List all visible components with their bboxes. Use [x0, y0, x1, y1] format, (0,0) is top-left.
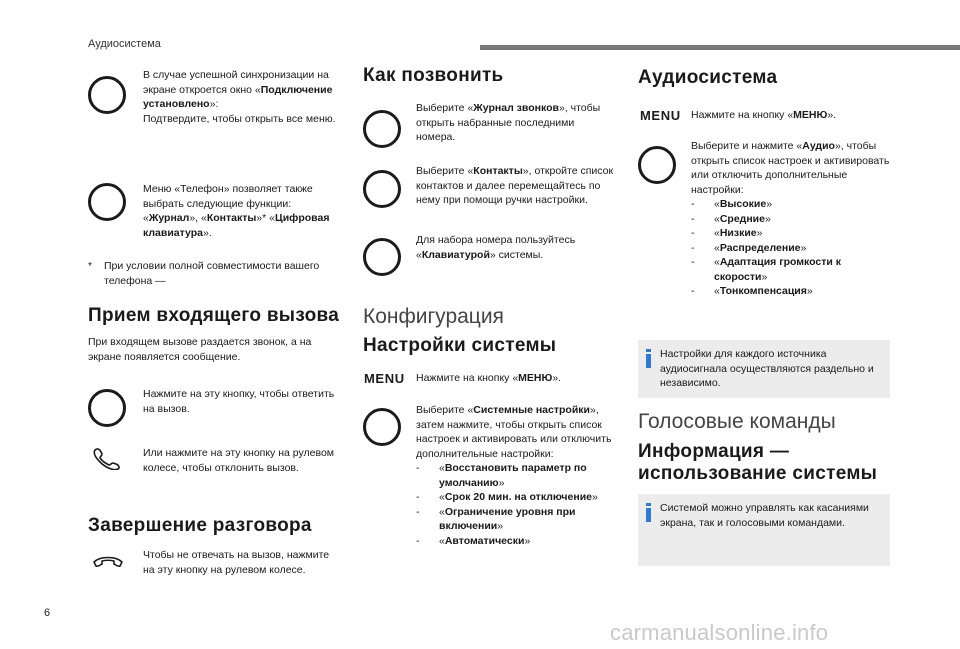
- list-item: - «Адаптация громкости к скорости»: [691, 255, 893, 284]
- reject-call-text: Или нажмите на эту кнопку на рулевом колесе, чтобы отклонить вызов.: [143, 447, 335, 474]
- audio-settings-block: [691, 139, 893, 299]
- list-item: - «Восстановить параметр по умолчанию»: [416, 461, 618, 490]
- voice-info-note: [638, 494, 890, 566]
- footnote-mark: *: [88, 260, 93, 272]
- section-title-voice-commands: Голосовые команды: [638, 410, 836, 433]
- rotary-knob-icon: [88, 76, 126, 114]
- subsection-title-system-settings: Настройки системы: [363, 335, 557, 356]
- call-keypad-text: Для набора номера пользуйтесь «Клавиатурой» системы.: [416, 234, 576, 261]
- section-title-end-call: Завершение разговора: [88, 515, 312, 536]
- audio-settings-options: [691, 197, 893, 299]
- subsection-title-voice-info: Информация — использование системы: [638, 441, 878, 484]
- system-settings-text: Выберите «Системные настройки», затем нажмите, чтобы открыть список настроек и активировать или отключить дополнительные настройки:: [416, 404, 612, 460]
- rotary-knob-icon: [363, 238, 401, 276]
- list-item: - «Ограничение уровня при включении»: [416, 505, 618, 534]
- audio-info-note-text: Настройки для каждого источника аудиосигнала осуществляются раздельно и независимо.: [660, 348, 874, 389]
- info-icon: [646, 503, 652, 522]
- audio-info-note: [638, 340, 890, 398]
- hang-up-icon: [92, 552, 124, 572]
- press-menu-text: Нажмите на кнопку «МЕНЮ».: [416, 372, 562, 384]
- call-contacts-text: Выберите «Контакты», откройте список контактов и далее перемещайтесь по нему при помощи ручки настройки.: [416, 165, 614, 206]
- rotary-knob-icon: [363, 170, 401, 208]
- menu-button-label: MENU: [640, 108, 681, 123]
- end-call-text: Чтобы не отвечать на вызов, нажмите на эту кнопку на рулевом колесе.: [143, 549, 330, 576]
- answer-call-text: Нажмите на эту кнопку, чтобы ответить на вызов.: [143, 388, 335, 415]
- sync-success-text: В случае успешной синхронизации на экране откроется окно «Подключение установлено»: Подтвердите, чтобы открыть все меню.: [143, 69, 336, 125]
- page-number: 6: [44, 607, 51, 619]
- steering-wheel-phone-icon: [92, 446, 124, 470]
- rotary-knob-icon: [88, 183, 126, 221]
- section-title-how-to-call: Как позвонить: [363, 65, 504, 86]
- phone-menu-text: Меню «Телефон» позволяет также выбрать следующие функции: «Журнал», «Контакты»* «Цифровая клавиатура».: [143, 183, 330, 239]
- watermark: carmanualsonline.info: [610, 620, 829, 645]
- system-settings-options: [416, 461, 618, 548]
- list-item: - «Распределение»: [691, 241, 893, 256]
- info-icon: [646, 349, 652, 368]
- page-header-title: Аудиосистема: [88, 38, 161, 50]
- section-title-incoming-call: Прием входящего вызова: [88, 305, 340, 326]
- list-item: - «Срок 20 мин. на отключение»: [416, 490, 618, 505]
- list-item: - «Высокие»: [691, 197, 893, 212]
- rotary-knob-icon: [363, 110, 401, 148]
- section-title-configuration: Конфигурация: [363, 305, 504, 328]
- incoming-call-intro: При входящем вызове раздается звонок, а на экране появляется сообщение.: [88, 336, 312, 363]
- header-rule: [480, 45, 960, 50]
- rotary-knob-icon: [363, 408, 401, 446]
- voice-info-note-text: Системой можно управлять как касаниями экрана, так и голосовыми командами.: [660, 502, 869, 529]
- audio-settings-text: Выберите и нажмите «Аудио», чтобы открыть список настроек и активировать или отключить дополнительные настройки:: [691, 140, 890, 196]
- call-journal-text: Выберите «Журнал звонков», чтобы открыть набранные последними номера.: [416, 102, 601, 143]
- list-item: - «Средние»: [691, 212, 893, 227]
- press-menu-text: Нажмите на кнопку «МЕНЮ».: [691, 109, 837, 121]
- list-item: - «Низкие»: [691, 226, 893, 241]
- rotary-knob-icon: [638, 146, 676, 184]
- rotary-knob-icon: [88, 389, 126, 427]
- menu-button-label: MENU: [364, 371, 405, 386]
- list-item: - «Автоматически»: [416, 534, 618, 549]
- list-item: - «Тонкомпенсация»: [691, 284, 893, 299]
- section-title-audio-system: Аудиосистема: [638, 67, 778, 88]
- footnote-text: При условии полной совместимости вашего телефона —: [104, 260, 320, 287]
- system-settings-block: [416, 403, 618, 548]
